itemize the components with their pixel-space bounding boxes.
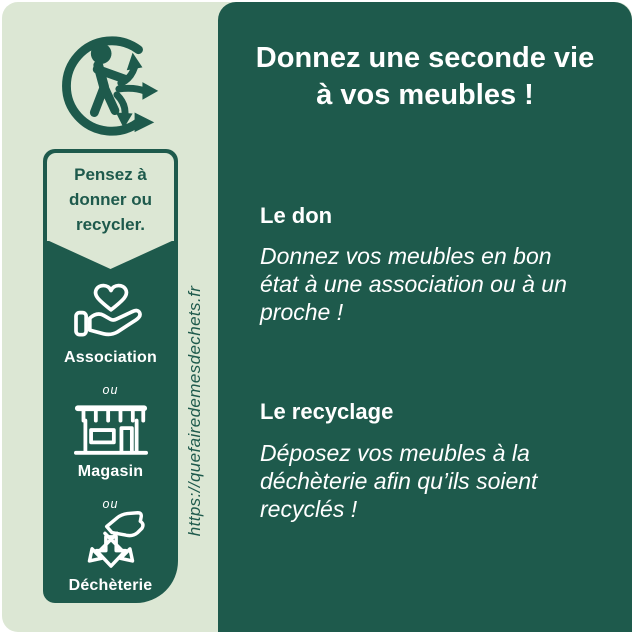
option-label-magasin: Magasin xyxy=(77,463,144,480)
banner-text: Pensez à donner ou recycler. xyxy=(68,165,153,234)
poster-card xyxy=(2,2,632,632)
option-label-association: Association xyxy=(64,349,157,366)
banner-chevron xyxy=(47,240,174,269)
section-recyclage-heading: Le recyclage xyxy=(260,399,394,424)
section-don-heading: Le don xyxy=(260,203,333,228)
waste-sorting-hand-icon xyxy=(43,511,178,573)
section-recyclage-body: Déposez vos meubles à la déchèterie afin qu’ils soient recyclés ! xyxy=(260,440,538,522)
triman-recycling-logo-icon xyxy=(52,30,170,142)
separator-ou-1: ou xyxy=(102,383,119,397)
poster-title: Donnez une seconde vie à vos meubles ! xyxy=(255,42,595,111)
storefront-icon xyxy=(43,403,178,459)
donation-options-ribbon xyxy=(43,149,178,603)
separator-ou-2: ou xyxy=(102,497,119,511)
option-label-decheterie: Déchèterie xyxy=(68,577,153,594)
info-panel xyxy=(218,2,632,632)
heart-hand-icon xyxy=(43,273,178,343)
section-don-body: Donnez vos meubles en bon état à une association ou à un proche ! xyxy=(260,243,567,325)
website-url: https://quefairedemesdechets.fr xyxy=(185,285,204,537)
